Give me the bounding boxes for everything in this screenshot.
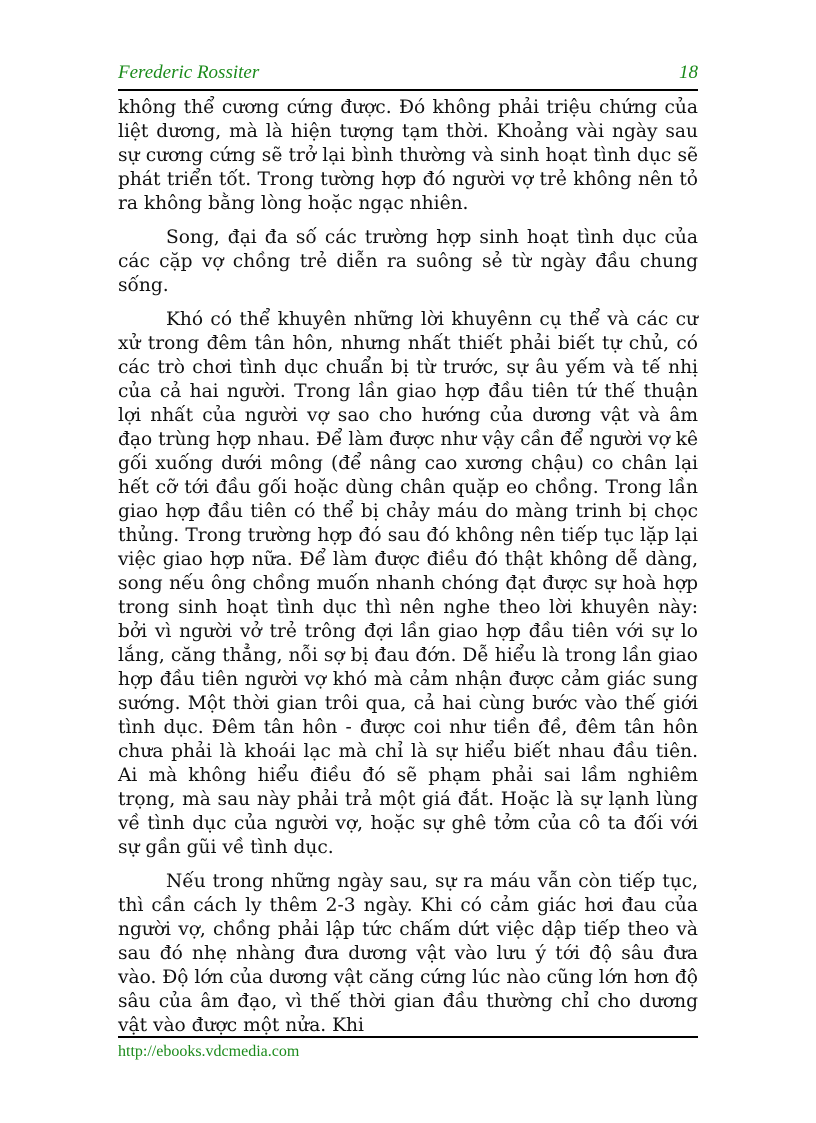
paragraph-3: Khó có thể khuyên những lời khuyênn cụ thể và các cư xử trong đêm tân hôn, nhưng nhất thiết phải biết tự chủ, có các trò chơi tình dục chuẩn bị từ trước, sự âu yếm và tế nhị của cả hai người. Trong lần giao hợp đầu tiên tứ thế thuận lợi nhất của người vợ sao cho hướng của dương vật và âm đạo trùng hợp nhau. Để làm được như vậy cần để người vợ kê gối xuống dưới mông (để nâng cao xương chậu) co chân lại hết cỡ tới đầu gối hoặc dùng chân quặp eo chồng. Trong lần giao hợp đầu tiên có thể bị chảy máu do màng trinh bị chọc thủng. Trong trường hợp đó sau đó không nên tiếp tục lặp lại việc giao hợp nữa. Để làm được điều đó thật không dễ dàng, song nếu ông chồng muốn nhanh chóng đạt được sự hoà hợp trong sinh hoạt tình dục thì nên nghe theo lời khuyên này: bởi vì người vở trẻ trông đợi lần giao hợp đầu tiên với sự lo lắng, căng thẳng, nỗi sợ bị đau đớn. Dễ hiểu là trong lần giao hợp đầu tiên người vợ khó mà cảm nhận được cảm giác sung sướng. Một thời gian trôi qua, cả hai cùng bước vào thế giới tình dục. Đêm tân hôn - được coi như tiền đề, đêm tân hôn chưa phải là khoái lạc mà chỉ là sự hiểu biết nhau đầu tiên. Ai mà không hiểu điều đó sẽ phạm phải sai lầm nghiêm trọng, mà sau này phải trả một giá đắt. Hoặc là sự lạnh lùng về tình dục của người vợ, hoặc sự ghê tởm của cô ta đối với sự gần gũi về tình dục. <box>118 309 698 858</box>
page-header <box>118 62 698 88</box>
body-text <box>118 96 698 1048</box>
header-author: Ferederic Rossiter <box>118 62 260 83</box>
page-number: 18 <box>679 62 698 83</box>
header-divider <box>118 89 698 91</box>
paragraph-2: Song, đại đa số các trường hợp sinh hoạt tình dục của các cặp vợ chồng trẻ diễn ra suông sẻ từ ngày đầu chung sống. <box>118 227 698 296</box>
footer-divider <box>118 1036 698 1038</box>
footer-url-link[interactable]: http://ebooks.vdcmedia.com <box>118 1043 300 1060</box>
paragraph-1: không thể cương cứng được. Đó không phải triệu chứng của liệt dương, mà là hiện tượng tạm thời. Khoảng vài ngày sau sự cương cứng sẽ trở lại bình thường và sinh hoạt tình dục sẽ phát triển tốt. Trong tường hợp đó người vợ trẻ không nên tỏ ra không bằng lòng hoặc ngạc nhiên. <box>118 97 698 214</box>
paragraph-4: Nếu trong những ngày sau, sự ra máu vẫn còn tiếp tục, thì cần cách ly thêm 2-3 ngày. Khi có cảm giác hơi đau của người vợ, chồng phải lập tức chấm dứt việc dập tiếp theo và sau đó nhẹ nhàng đưa dương vật vào lưu ý tới độ sâu đưa vào. Độ lớn của dương vật căng cứng lúc nào cũng lớn hơn độ sâu của âm đạo, vì thế thời gian đầu thường chỉ cho dương vật vào được một nửa. Khi <box>118 871 698 1036</box>
